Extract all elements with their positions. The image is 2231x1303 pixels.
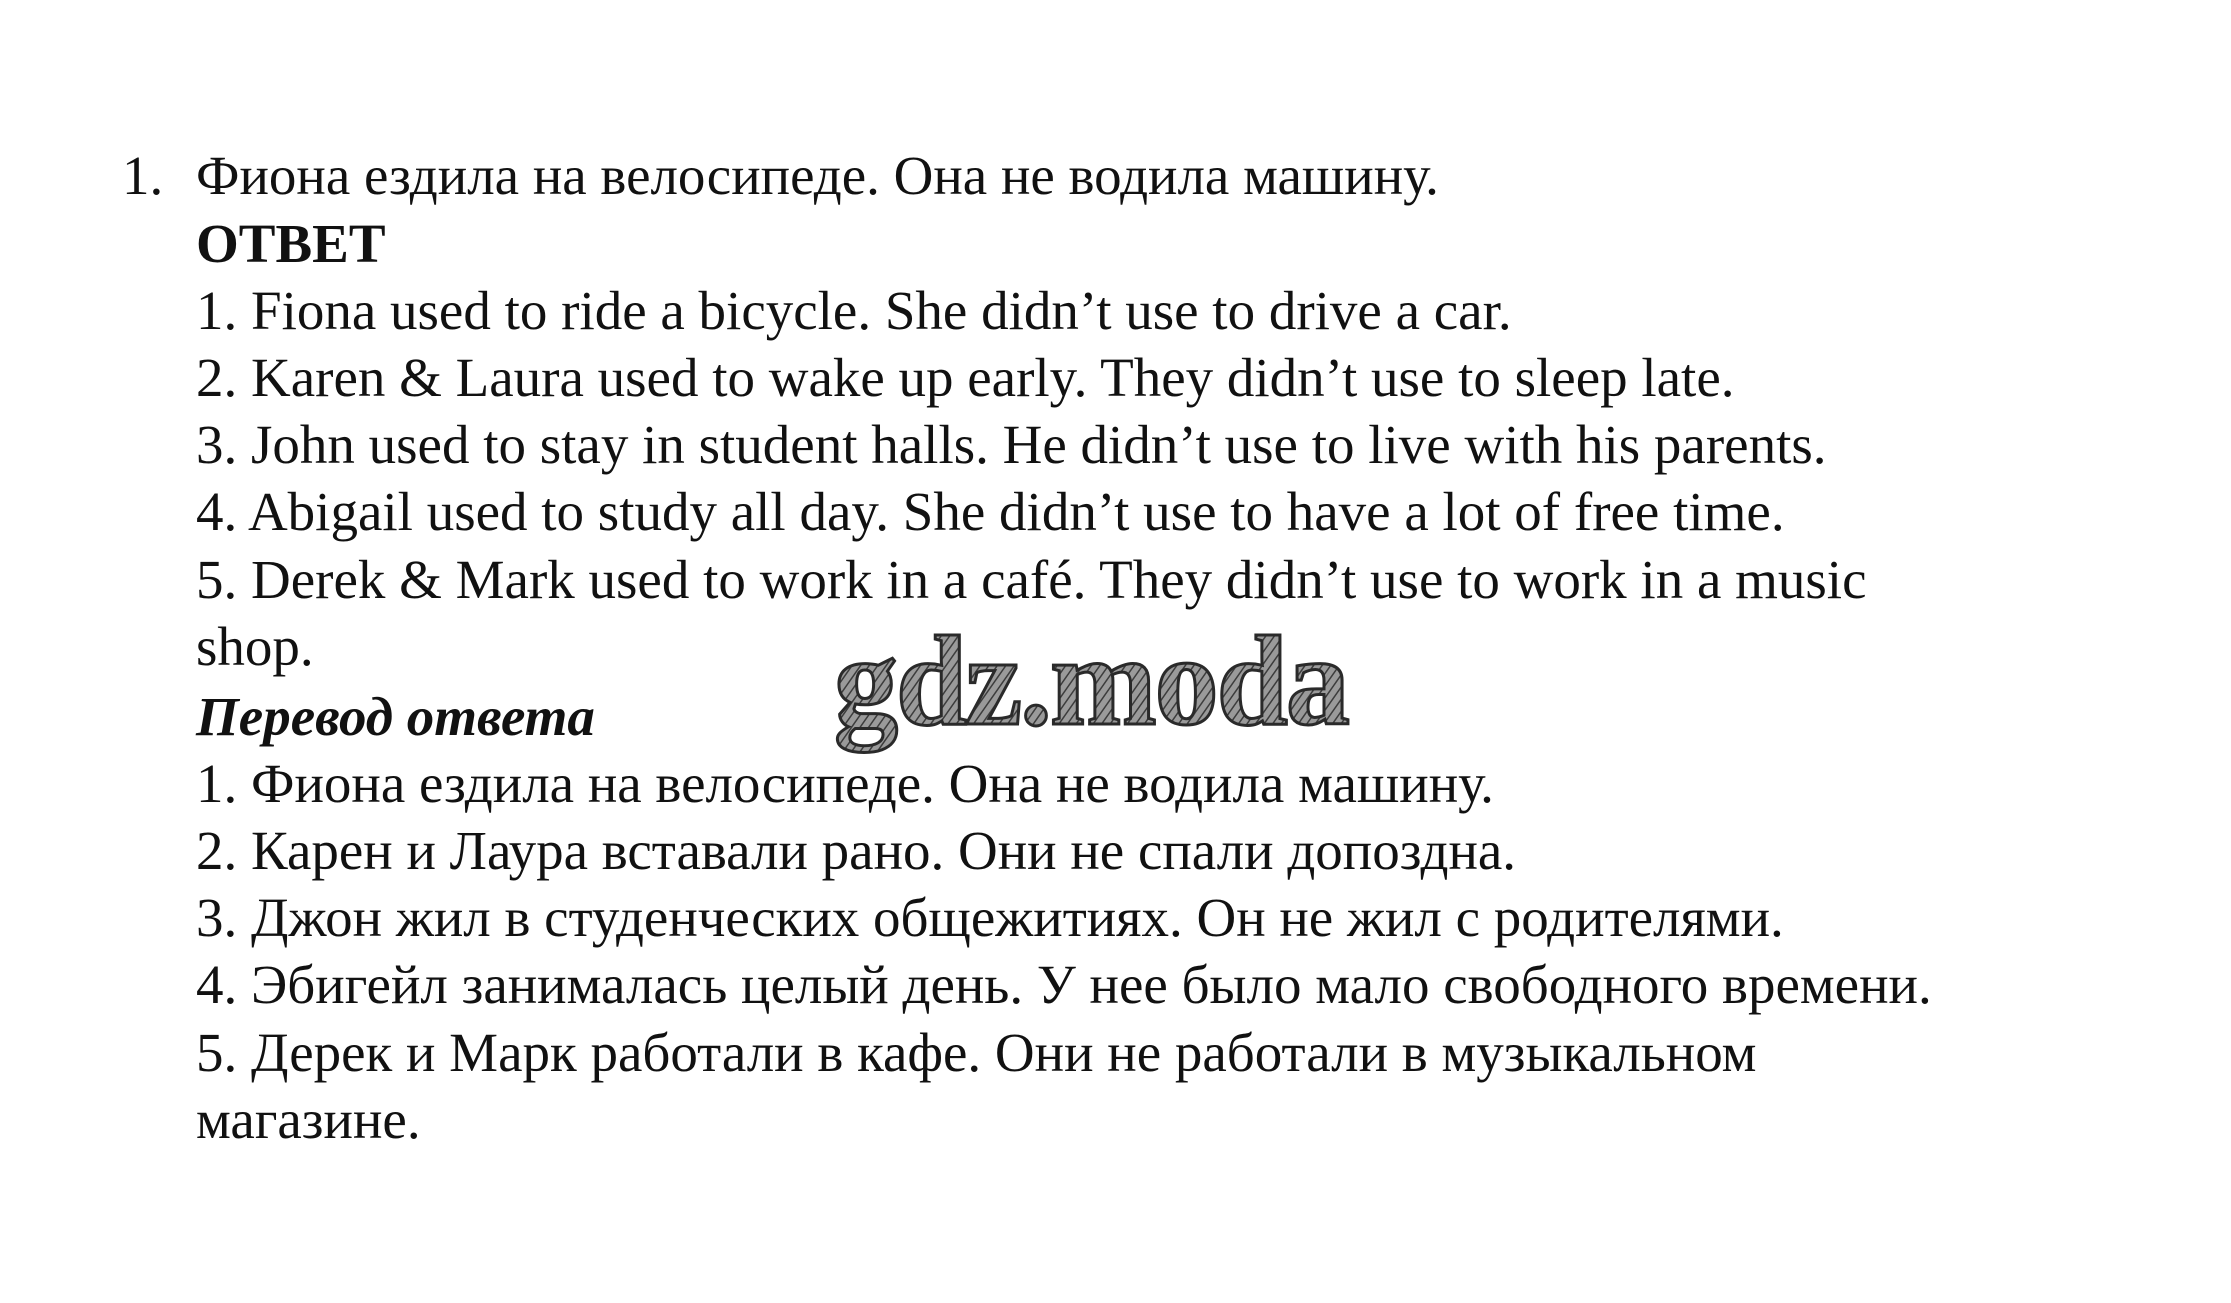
task-prompt: Фиона ездила на велосипеде. Она не водила машину.: [196, 145, 1439, 206]
translation-line: магазине.: [196, 1089, 421, 1150]
watermark-text: gdz.moda: [834, 616, 1348, 752]
answer-line: 2. Karen & Laura used to wake up early. They didn’t use to sleep late.: [196, 347, 1735, 408]
answer-line: 1. Fiona used to ride a bicycle. She didn’t use to drive a car.: [196, 280, 1512, 341]
task-number: 1.: [122, 145, 164, 206]
answer-line: 3. John used to stay in student halls. He didn’t use to live with his parents.: [196, 414, 1827, 475]
translation-line: 1. Фиона ездила на велосипеде. Она не водила машину.: [196, 753, 1494, 814]
answer-heading: ОТВЕТ: [196, 213, 386, 274]
translation-line: 2. Карен и Лаура вставали рано. Они не спали допоздна.: [196, 820, 1517, 881]
answer-line: shop.: [196, 616, 314, 677]
translation-line: 4. Эбигейл занималась целый день. У нее было мало свободного времени.: [196, 954, 1932, 1015]
translation-heading: Перевод ответа: [196, 686, 595, 747]
watermark-logo: [826, 616, 1466, 766]
translation-line: 5. Дерек и Марк работали в кафе. Они не работали в музыкальном: [196, 1022, 1757, 1083]
answer-line: 5. Derek & Mark used to work in a café. They didn’t use to work in a music: [196, 549, 1867, 610]
translation-line: 3. Джон жил в студенческих общежитиях. Он не жил с родителями.: [196, 887, 1784, 948]
answer-line: 4. Abigail used to study all day. She didn’t use to have a lot of free time.: [196, 481, 1785, 542]
